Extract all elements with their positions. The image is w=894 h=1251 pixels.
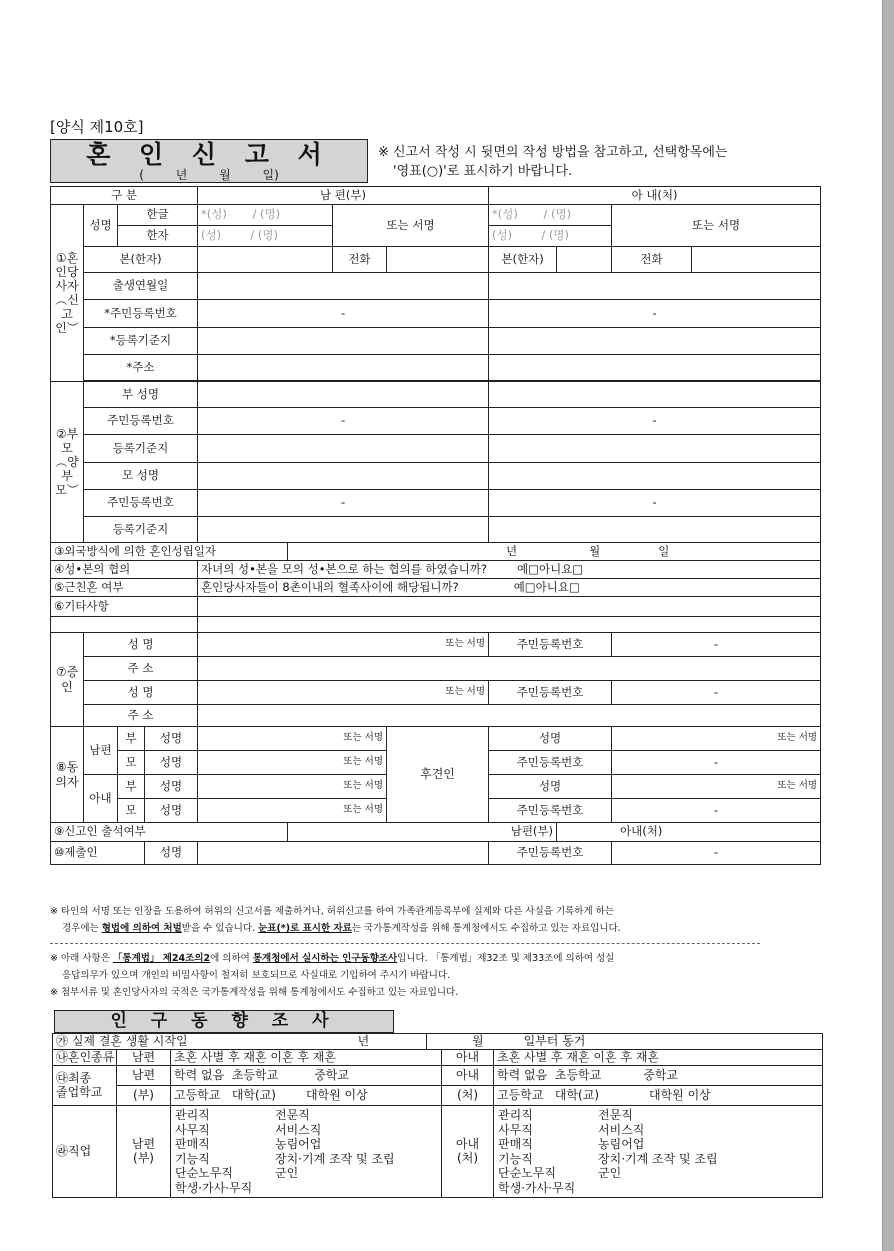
witness2-address-label: 주 소 [84,705,198,727]
witness1-address-label: 주 소 [84,657,198,681]
header-category: 구 분 [51,187,198,205]
sec3-label: ③외국방식에 의한 혼인성립일자 [51,543,288,561]
sec5-choice[interactable]: 예□아니요□ [513,579,580,594]
warnings [50,903,825,1001]
census-d-wife: 아내 (처) [442,1106,494,1198]
submitter-rrn[interactable]: - [612,842,821,865]
form-title: 혼 인 신 고 서 [86,140,332,169]
witness1-name[interactable]: 또는 서명 [198,633,489,657]
warning-1-line-1: ※ 타인의 서명 또는 인장을 도용하여 허위의 신고서를 제출하거나, 허위신고를 하여 가족관계등록부에 실제와 다른 사실을 기록하게 하는 [50,906,615,917]
father-reg-base-label: 등록기준지 [84,435,198,463]
divider [50,943,760,944]
witness1-address[interactable] [198,657,821,681]
census-d-husband: 남편 (부) [117,1106,171,1198]
sec8-label: ⑧동의자 [51,727,84,823]
guardian1-rrn-label: 주민등록번호 [489,751,612,775]
census-title: 인 구 동 향 조 사 [54,1010,394,1033]
husband-mother-rrn[interactable]: - [198,490,489,517]
wife-or-sign[interactable]: 또는 서명 [612,205,821,247]
father-rrn-label: 주민등록번호 [84,408,198,435]
husband-bon[interactable] [198,247,333,273]
husband-reg-base[interactable] [198,328,489,355]
witness2-name[interactable]: 또는 서명 [198,681,489,705]
wife-mother-reg-base[interactable] [489,517,821,543]
census-b-wife-options[interactable]: 초혼 사별 후 재혼 이혼 후 재혼 [494,1050,823,1066]
scrollbar[interactable] [882,0,894,1251]
guardian2-name[interactable]: 또는 서명 [612,775,821,799]
sec6-other[interactable] [198,597,821,617]
census-c-husband-edu1[interactable]: 학력 없음 초등학교 중학교 [171,1066,442,1086]
sec4-question[interactable]: 자녀의 성•본을 모의 성•본으로 하는 협의를 하였습니까? 예□아니요□ [198,561,821,579]
census-a-rest[interactable]: 월 일부터 동거 [427,1034,823,1050]
husband-phone-label: 전화 [333,247,387,273]
sec5-label: ⑤근친혼 여부 [51,579,198,597]
husband-father-name[interactable] [198,382,489,408]
census-d-husband-jobs[interactable]: 관리직 전문직 사무직 서비스직 판매직 농림어업 기능직 장치·기계 조작 및 조립 단순노무직 군인 학생·가사·무직 [171,1106,442,1198]
census-a[interactable]: ㉮ 실제 결혼 생활 시작일 년 [53,1034,427,1050]
sec8-husband-father: 부 [118,727,145,751]
wife-mother-rrn[interactable]: - [489,490,821,517]
mother-name-label: 모 성명 [84,463,198,490]
husband-hanja-name[interactable]: (성) / (명) [198,226,333,247]
wife-father-name[interactable] [489,382,821,408]
address-label: *주소 [84,355,198,381]
census-b-husband-options[interactable]: 초혼 사별 후 재혼 이혼 후 재혼 [171,1050,442,1066]
sec8-husband: 남편 [84,727,118,775]
sec2-label: ②부모︵양부모︶ [51,382,84,543]
warning-3: ※ 첨부서류 및 혼인당사자의 국적은 국가통계작성을 위해 통계청에서도 수집하고 있는 자료입니다. [50,987,459,998]
wife-phone[interactable] [692,247,821,273]
sec10-rrn-label: 주민등록번호 [489,842,612,865]
witness2-rrn[interactable]: - [612,681,821,705]
sec4-choice[interactable]: 예□아니요□ [517,561,584,576]
wife-father-rrn[interactable]: - [489,408,821,435]
husband-phone[interactable] [387,247,489,273]
sec8-name-label-4: 성명 [145,799,198,823]
sec9-label: ⑨신고인 출석여부 [51,823,288,842]
guardian1-name[interactable]: 또는 서명 [612,727,821,751]
consent-husband-father[interactable]: 또는 서명 [198,727,387,751]
warning-1-line-2: 경우에는 형법에 의하여 처벌받을 수 있습니다. 눈표(*)로 표시한 자료는 국가통계작성을 위해 통계청에서도 수집하고 있는 자료입니다. [62,923,621,934]
sec6-label: ⑥기타사항 [51,597,198,617]
husband-address[interactable] [198,355,489,381]
census-b-husband: 남편 [117,1050,171,1066]
title-date: ( 년 월 일) [139,168,279,182]
sec3-date[interactable]: 년 월 일 [288,543,821,561]
sec8-wife-mother: 모 [118,799,145,823]
sec4-label: ④성•본의 협의 [51,561,198,579]
witness1-rrn[interactable]: - [612,633,821,657]
bon-label: 본(한자) [84,247,198,273]
wife-father-reg-base[interactable] [489,435,821,463]
header-husband: 남 편(부) [198,187,489,205]
census-c-husband: 남편 [117,1066,171,1086]
birth-label: 출생연월일 [84,273,198,300]
census-c-wife: 아내 [442,1066,494,1086]
guardian1-rrn[interactable]: - [612,751,821,775]
guardian1-name-label: 성명 [489,727,612,751]
sec8-name-label-3: 성명 [145,775,198,799]
sec10-label: ⑩제출인 [51,842,145,865]
husband-or-sign[interactable]: 또는 서명 [333,205,489,247]
marriage-report-table [50,186,821,865]
consent-wife-mother[interactable]: 또는 서명 [198,799,387,823]
wife-birth[interactable] [489,273,821,300]
notice-text [378,143,828,181]
guardian2-rrn-label: 주민등록번호 [489,799,612,823]
sec8-husband-mother: 모 [118,751,145,775]
warning-2-line-2: 응답의무가 있으며 개인의 비밀사항이 철저히 보호되므로 사실대로 기입하여 주시기 바랍니다. [62,970,451,981]
guardian2-name-label: 성명 [489,775,612,799]
census-c-husband-edu2[interactable]: 고등학교 대학(교) 대학원 이상 [171,1086,442,1106]
census-b-wife: 아내 [442,1050,494,1066]
census-c-label: ㉰최종 졸업학교 [53,1066,117,1106]
wife-bon-label: 본(한자) [489,247,557,273]
census-b-label: ㉯혼인종류 [53,1050,117,1066]
father-name-label: 부 성명 [84,382,198,408]
husband-mother-name[interactable] [198,463,489,490]
witness2-rrn-label: 주민등록번호 [489,681,612,705]
census-c-husband-p: (부) [117,1086,171,1106]
census-c-wife-p: (처) [442,1086,494,1106]
guardian2-rrn[interactable]: - [612,799,821,823]
sec8-name-label-2: 성명 [145,751,198,775]
consent-wife-father[interactable]: 또는 서명 [198,775,387,799]
witness2-address[interactable] [198,705,821,727]
husband-rrn[interactable]: - [198,300,489,328]
witness2-name-label: 성 명 [84,681,198,705]
husband-birth[interactable] [198,273,489,300]
wife-hanja-name[interactable]: (성) / (명) [489,226,612,247]
header-wife: 아 내(처) [489,187,821,205]
hangul-label: 한글 [118,205,198,226]
census-c-wife-edu2[interactable]: 고등학교 대학(교) 대학원 이상 [494,1086,823,1106]
sec7-label: ⑦증인 [51,633,84,727]
wife-rrn[interactable]: - [489,300,821,328]
title-box [50,139,368,183]
sec9-husband[interactable]: 남편(부) [288,823,557,842]
reg-base-label: *등록기준지 [84,328,198,355]
witness1-name-label: 성 명 [84,633,198,657]
consent-husband-mother[interactable]: 또는 서명 [198,751,387,775]
husband-father-reg-base[interactable] [198,435,489,463]
sec9-wife[interactable]: 아내(처) [557,823,821,842]
notice-line-2: '영표(○)'로 표시하기 바랍니다. [393,164,573,179]
warning-2-line-1: ※ 아래 사항은 「통계법」 제24조의2에 의하여 통계청에서 실시하는 인구동향조사입니다. 「통계법」제32조 및 제33조에 의하여 성실 [50,953,615,964]
sec5-question[interactable]: 혼인당사자들이 8촌이내의 혈족사이에 해당됩니까? 예□아니요□ [198,579,821,597]
wife-address[interactable] [489,355,821,381]
census-d-wife-jobs[interactable]: 관리직 전문직 사무직 서비스직 판매직 농림어업 기능직 장치·기계 조작 및 조립 단순노무직 군인 학생·가사·무직 [494,1106,823,1198]
rrn-label: *주민등록번호 [84,300,198,328]
husband-father-rrn[interactable]: - [198,408,489,435]
form-number-label: [양식 제10호] [50,118,144,136]
wife-hangul-name[interactable]: *(성) / (명) [489,205,612,226]
husband-mother-reg-base[interactable] [198,517,489,543]
submitter-name[interactable] [198,842,489,865]
guardian-label: 후견인 [387,727,489,823]
witness1-rrn-label: 주민등록번호 [489,633,612,657]
sec8-name-label: 성명 [145,727,198,751]
mother-rrn-label: 주민등록번호 [84,490,198,517]
sec8-wife: 아내 [84,775,118,823]
mother-reg-base-label: 등록기준지 [84,517,198,543]
census-table [52,1033,823,1198]
name-label: 성명 [84,205,118,247]
husband-hangul-name[interactable]: *(성) / (명) [198,205,333,226]
census-c-wife-edu1[interactable]: 학력 없음 초등학교 중학교 [494,1066,823,1086]
sec8-wife-father: 부 [118,775,145,799]
wife-phone-label: 전화 [612,247,692,273]
wife-reg-base[interactable] [489,328,821,355]
hanja-label: 한자 [118,226,198,247]
notice-line-1: ※ 신고서 작성 시 뒷면의 작성 방법을 참고하고, 선택항목에는 [378,145,728,160]
sec1-label: ①혼인당사자︵신고인︶ [51,205,84,382]
wife-bon[interactable] [557,247,612,273]
wife-mother-name[interactable] [489,463,821,490]
census-d-label: ㉱직업 [53,1106,117,1198]
sec10-name-label: 성명 [145,842,198,865]
